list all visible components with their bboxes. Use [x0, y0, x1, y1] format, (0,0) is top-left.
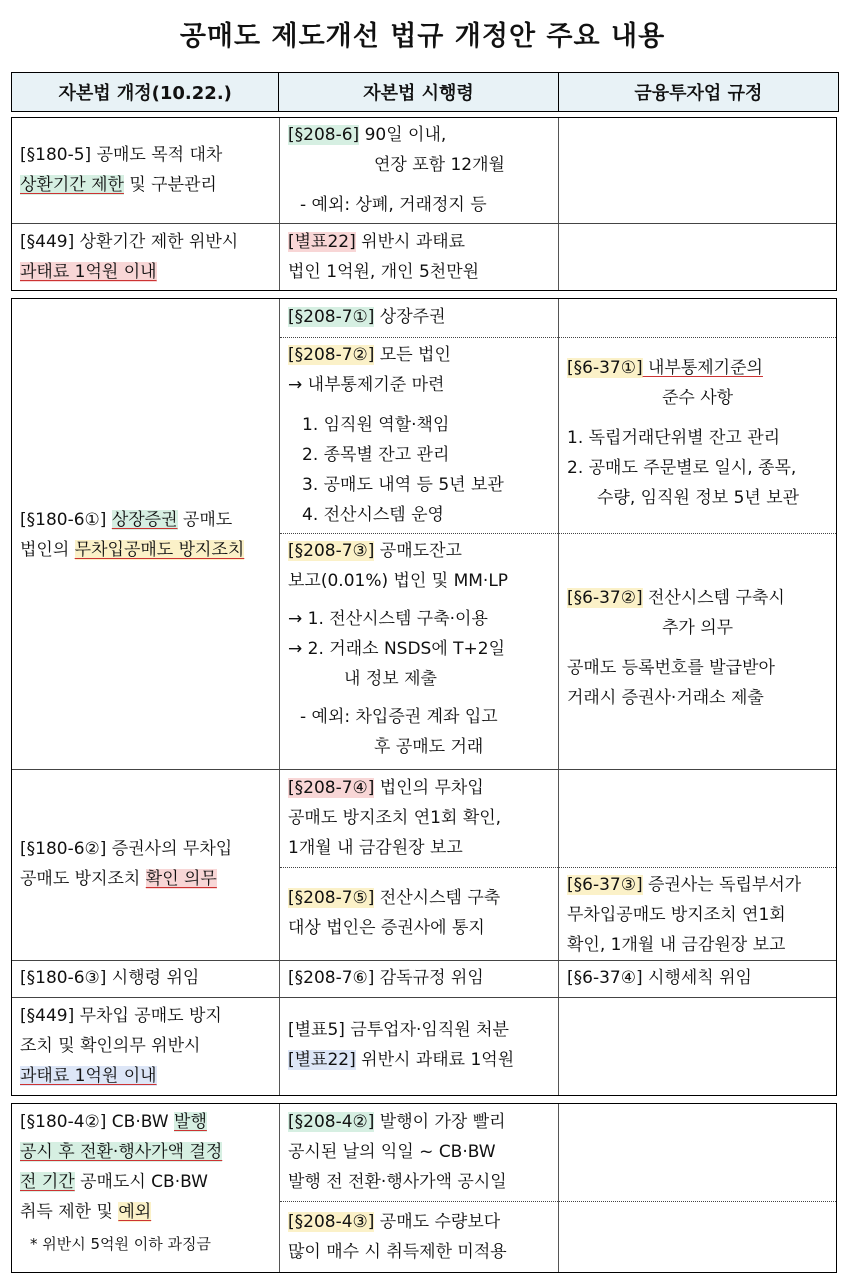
decree-cell-annex22: [별표22] 위반시 과태료 법인 1억원, 개인 5천만원	[288, 232, 480, 282]
act-cell-180-5: [§180-5] 공매도 목적 대차 상환기간 제한 및 구분관리	[20, 145, 223, 195]
section-1	[11, 117, 837, 291]
section-3	[11, 1103, 837, 1273]
act-cell-180-6-2: [§180-6②] 증권사의 무차입 공매도 방지조치 확인 의무	[20, 839, 233, 889]
header-col-regulation: 금융투자업 규정	[634, 83, 763, 104]
reg-cell-6-37-4: [§6-37④] 시행세칙 위임	[567, 968, 752, 988]
decree-cell-208-4-3: [§208-4③] 공매도 수량보다 많이 매수 시 취득제한 미적용	[288, 1212, 507, 1262]
decree-cell-208-7-1: [§208-7①] 상장주권	[288, 307, 446, 327]
decree-cell-208-7-3: [§208-7③] 공매도잔고 보고(0.01%) 법인 및 MM·LP → 1. 전산시스템 구축·이용 → 2. 거래소 NSDS에 T+2일 내 정보 제출 - 예외: 차입증권 계좌 입고 후 공매도 거래	[288, 541, 509, 757]
page-title: 공매도 제도개선 법규 개정안 주요 내용	[179, 21, 666, 52]
decree-cell-208-7-4: [§208-7④] 법인의 무차입 공매도 방지조치 연1회 확인, 1개월 내 금감원장 보고	[288, 778, 502, 858]
decree-cell-208-4-2: [§208-4②] 발행이 가장 빨리 공시된 날의 익일 ~ CB·BW 발행 전 전환·행사가액 공시일	[288, 1112, 507, 1192]
act-cell-180-6-3: [§180-6③] 시행령 위임	[20, 968, 200, 988]
act-cell-180-6-1: [§180-6①] 상장증권 공매도 법인의 무차입공매도 방지조치	[20, 510, 245, 560]
act-cell-449: [§449] 상환기간 제한 위반시 과태료 1억원 이내	[20, 232, 239, 282]
header-col-act: 자본법 개정(10.22.)	[12, 73, 279, 111]
decree-cell-208-7-2: [§208-7②] 모든 법인 → 내부통제기준 마련 1. 임직원 역할·책임 2. 종목별 잔고 관리 3. 공매도 내역 등 5년 보관 4. 전산시스템 운영	[288, 345, 504, 525]
section-2	[11, 298, 837, 1096]
decree-cell-208-7-6: [§208-7⑥] 감독규정 위임	[288, 968, 484, 988]
reg-cell-6-37-3: [§6-37③] 증권사는 독립부서가 무차입공매도 방지조치 연1회 확인, 1개월 내 금감원장 보고	[567, 875, 802, 955]
decree-cell-208-6: [§208-6] 90일 이내, 연장 포함 12개월 - 예외: 상폐, 거래정지 등	[288, 125, 505, 215]
act-cell-449-b: [§449] 무차입 공매도 방지 조치 및 확인의무 위반시 과태료 1억원 이내	[20, 1006, 222, 1086]
table-header	[11, 72, 839, 112]
header-col-decree: 자본법 시행령	[279, 73, 558, 111]
decree-cell-208-7-5: [§208-7⑤] 전산시스템 구축 대상 법인은 증권사에 통지	[288, 888, 501, 938]
reg-cell-6-37-1: [§6-37①] 내부통제기준의 준수 사항 1. 독립거래단위별 잔고 관리 2. 공매도 주문별로 일시, 종목, 수량, 임직원 정보 5년 보관	[567, 358, 800, 508]
decree-cell-annex5-22: [별표5] 금투업자·임직원 처분 [별표22] 위반시 과태료 1억원	[288, 1020, 515, 1070]
act-cell-180-4-2: [§180-4②] CB·BW 발행 공시 후 전환·행사가액 결정 전 기간 공매도시 CB·BW 취득 제한 및 예외 * 위반시 5억원 이하 과징금	[20, 1112, 223, 1253]
reg-cell-6-37-2: [§6-37②] 전산시스템 구축시 추가 의무 공매도 등록번호를 발급받아 거래시 증권사·거래소 제출	[567, 588, 785, 708]
